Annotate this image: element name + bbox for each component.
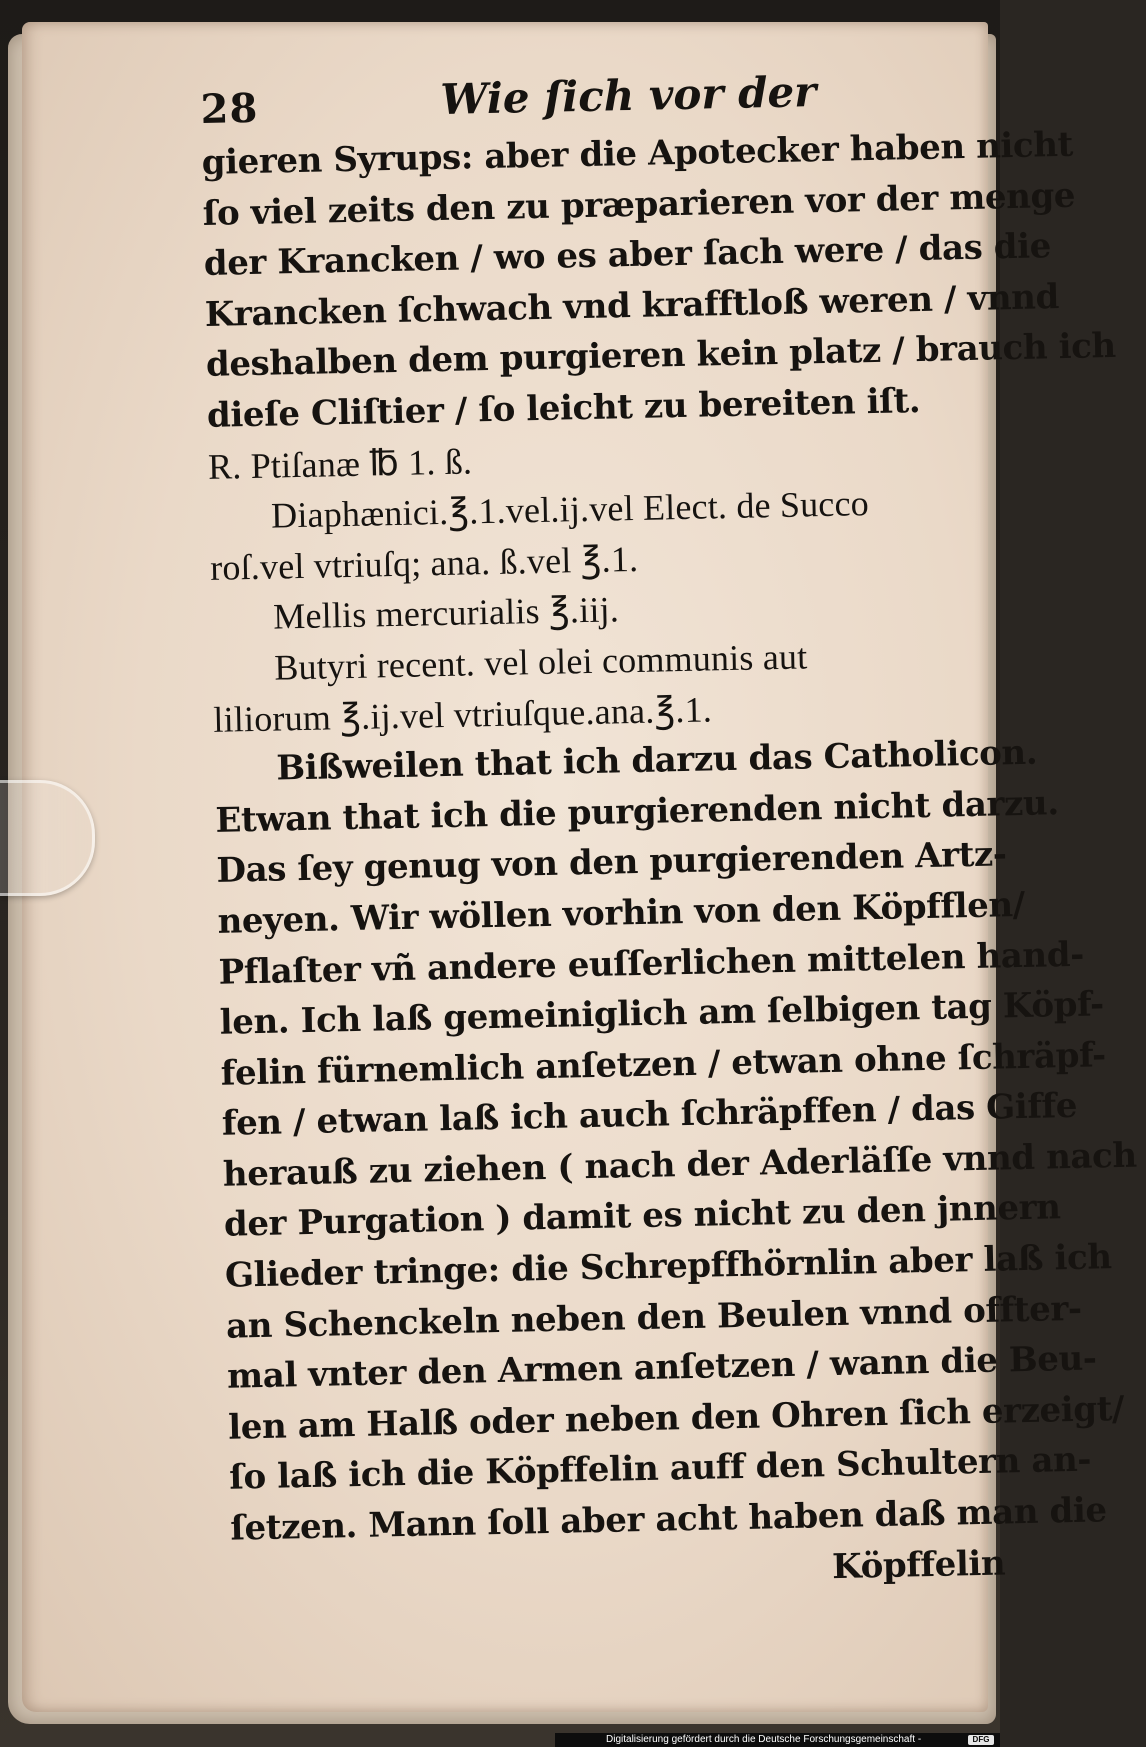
footer-credit: Digitalisierung gefördert durch die Deutsche Forschungsgemeinschaft - [606, 1734, 922, 1745]
text-line: felin fürnemlich anſetzen / etwan ohne ſchräpf- [220, 1034, 1107, 1094]
text-line: Butyri recent. vel olei communis aut [273, 636, 808, 688]
text-line: R. Ptiſanæ ℔ 1. ß. [207, 440, 473, 487]
text-line: ſetzen. Mann ſoll aber acht haben daß man die [229, 1490, 1108, 1549]
text-line: Etwan that ich die purgierenden nicht darzu. [215, 782, 1060, 841]
text-line: ſo viel zeits den zu præparieren vor der menge [202, 175, 1076, 234]
dfg-logo: DFG [968, 1735, 994, 1745]
text-line: Das ſey genug von den purgierenden Artz- [216, 834, 1007, 892]
text-lines [201, 122, 1138, 1605]
text-line: liliorum ℥.ij.vel vtriuſque.ana.℥.1. [212, 688, 713, 740]
text-line: len am Halß oder neben den Ohren ſich erzeigt/ [227, 1388, 1125, 1448]
text-line: an Schenckeln neben den Beulen vnnd offter- [225, 1288, 1082, 1347]
page-number: 28 [200, 84, 259, 133]
text-line: neyen. Wir wöllen vorhin von den Köpfflen/ [217, 884, 1026, 942]
catchword: Köpffelin [831, 1543, 1006, 1587]
text-line: Diaphænici.℥.1.vel.ij.vel Elect. de Succo [270, 483, 870, 536]
text-line: dieſe Cliſtier / ſo leicht zu bereiten iſt. [206, 380, 921, 436]
text-line: gieren Syrups: aber die Apotecker haben nicht [201, 124, 1074, 183]
text-line: deshalben dem purgieren kein platz / brauch ich [205, 326, 1117, 386]
text-line: roſ.vel vtriuſq; ana. ß.vel ℥.1. [209, 538, 639, 588]
text-line: Bißweilen that ich darzu das Catholicon. [276, 732, 1038, 789]
text-line: Pflaſter vñ andere euſſerlichen mittelen hand- [218, 934, 1085, 993]
text-line: Glieder tringe: die Schrepffhörnlin aber laß ich [224, 1237, 1113, 1296]
text-line: der Krancken / wo es aber ſach were / das die [203, 226, 1052, 285]
text-line: herauß zu ziehen ( nach der Aderläſſe vnnd nach [222, 1135, 1138, 1195]
text-line: ſo laß ich die Köpffelin auff den Schultern an- [228, 1440, 1092, 1499]
page-text [200, 64, 1138, 1605]
running-head: Wie ſich vor der [439, 67, 817, 124]
text-line: Mellis mercurialis ℥.iij. [272, 589, 620, 637]
text-line: Krancken ſchwach vnd krafftloß weren / vnnd [204, 276, 1060, 335]
text-line: mal vnter den Armen anſetzen / wann die Beu- [226, 1338, 1097, 1397]
text-line: fen / etwan laß ich auch ſchräpffen / das Giffe [221, 1086, 1078, 1145]
text-line: len. Ich laß gemeiniglich am ſelbigen tag Köpf- [219, 984, 1105, 1043]
text-line: der Purgation ) damit es nicht zu den jnnern [223, 1187, 1061, 1246]
